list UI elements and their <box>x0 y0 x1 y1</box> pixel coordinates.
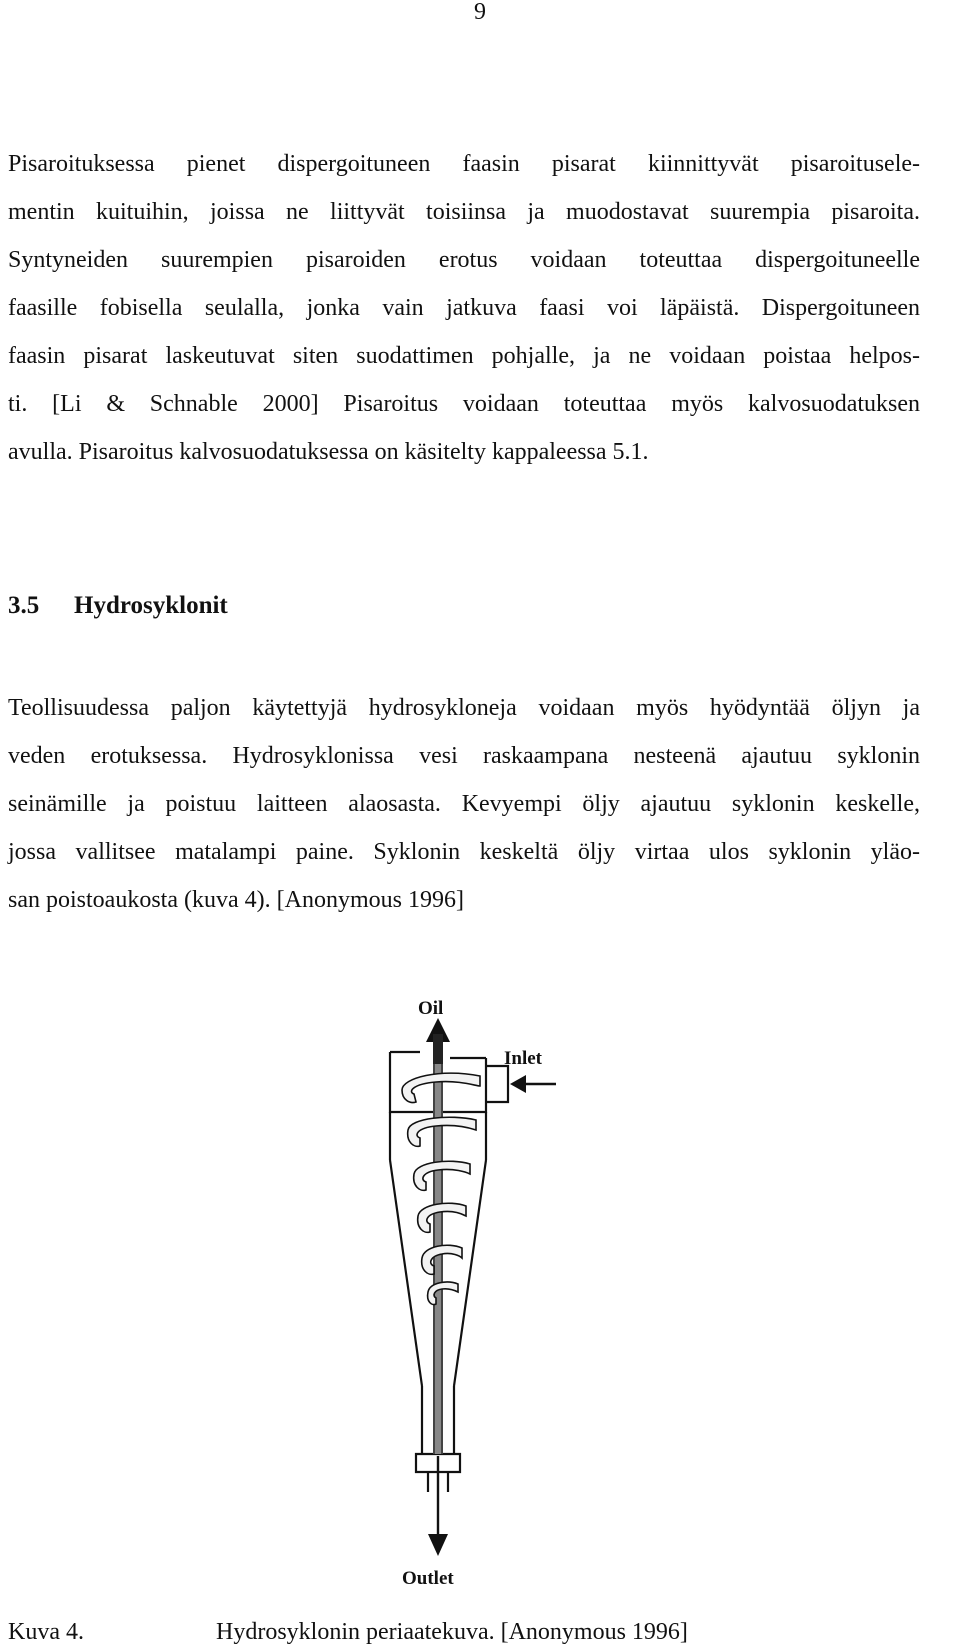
outlet-label: Outlet <box>402 1568 454 1589</box>
section-heading <box>8 591 228 621</box>
hydrocyclone-diagram <box>380 994 610 1614</box>
inlet-arrow <box>510 1075 556 1093</box>
text-line: Teollisuudessa paljon käytettyjä hydrosykloneja voidaan myös hyödyntää öljyn ja <box>8 695 920 721</box>
text-line: san poistoaukosta (kuva 4). [Anonymous 1996] <box>8 887 464 913</box>
text-line: mentin kuituihin, joissa ne liittyvät toisiinsa ja muodostavat suurempia pisaroita. <box>8 199 920 225</box>
section-number: 3.5 <box>8 592 40 619</box>
page-number: 9 <box>474 0 486 25</box>
text-line: faasille fobisella seulalla, jonka vain jatkuva faasi voi läpäistä. Dispergoituneen <box>8 295 920 321</box>
text-line: veden erotuksessa. Hydrosyklonissa vesi raskaampana nesteenä ajautuu syklonin <box>8 743 920 769</box>
text-line: avulla. Pisaroitus kalvosuodatuksessa on käsitelty kappaleessa 5.1. <box>8 439 649 465</box>
caption-text: Hydrosyklonin periaatekuva. [Anonymous 1996] <box>216 1619 688 1645</box>
text-line: jossa vallitsee matalampi paine. Syklonin keskeltä öljy virtaa ulos syklonin yläo- <box>8 839 920 865</box>
text-line: faasin pisarat laskeutuvat siten suodattimen pohjalle, ja ne voidaan poistaa helpos- <box>8 343 920 369</box>
inlet-label: Inlet <box>504 1048 542 1069</box>
text-line: seinämille ja poistuu laitteen alaosasta. Kevyempi öljy ajautuu syklonin keskelle, <box>8 791 920 817</box>
text-line: Pisaroituksessa pienet dispergoituneen faasin pisarat kiinnittyvät pisaroituselе- <box>8 151 920 177</box>
figure-caption <box>8 1617 688 1647</box>
caption-label: Kuva 4. <box>8 1619 84 1645</box>
oil-label: Oil <box>418 998 444 1019</box>
text-line: Syntyneiden suurempien pisaroiden erotus voidaan toteuttaa dispergoituneelle <box>8 247 920 273</box>
paragraph-hydrocyclones <box>8 684 920 924</box>
text-line: ti. [Li & Schnable 2000] Pisaroitus voidaan toteuttaa myös kalvosuodatuksen <box>8 391 920 417</box>
section-title: Hydrosyklonit <box>74 592 228 619</box>
paragraph-droplet-coalescence <box>8 140 920 476</box>
